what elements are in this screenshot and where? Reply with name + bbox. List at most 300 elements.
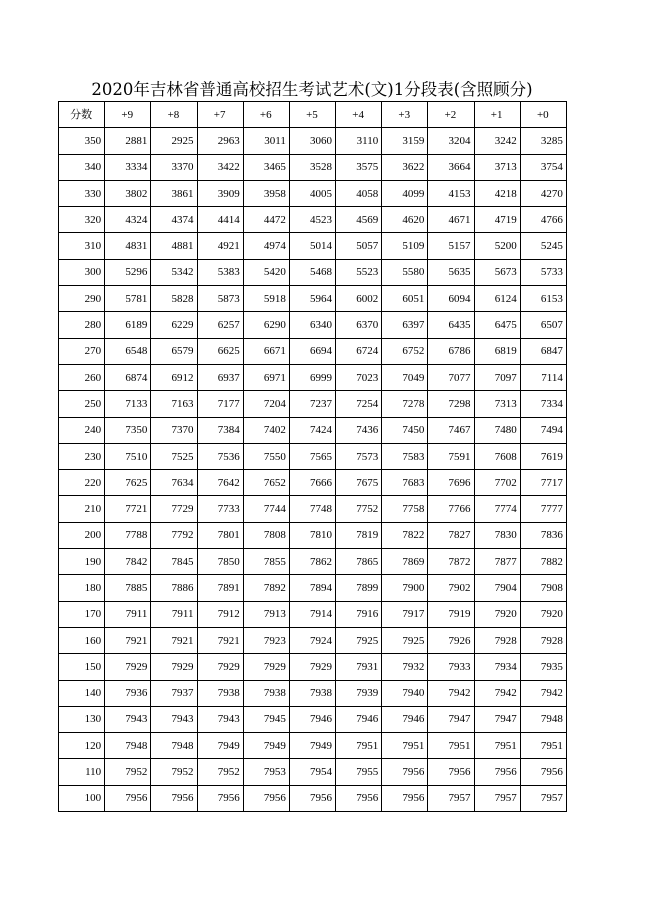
cumulative-count-cell: 7911 [151, 601, 197, 627]
cumulative-count-cell: 5157 [428, 233, 474, 259]
cumulative-count-cell: 3802 [105, 180, 151, 206]
cumulative-count-cell: 7450 [382, 417, 428, 443]
cumulative-count-cell: 7904 [474, 575, 520, 601]
cumulative-count-cell: 5635 [428, 259, 474, 285]
cumulative-count-cell: 6153 [520, 286, 566, 312]
cumulative-count-cell: 7872 [428, 549, 474, 575]
cumulative-count-cell: 7921 [105, 627, 151, 653]
cumulative-count-cell: 3664 [428, 154, 474, 180]
score-cell: 320 [59, 207, 105, 233]
column-header-offset: +9 [105, 102, 151, 128]
column-header-offset: +2 [428, 102, 474, 128]
cumulative-count-cell: 3334 [105, 154, 151, 180]
cumulative-count-cell: 7939 [336, 680, 382, 706]
column-header-score: 分数 [59, 102, 105, 128]
score-cell: 330 [59, 180, 105, 206]
cumulative-count-cell: 7855 [243, 549, 289, 575]
cumulative-count-cell: 7830 [474, 522, 520, 548]
cumulative-count-cell: 7313 [474, 391, 520, 417]
cumulative-count-cell: 7938 [197, 680, 243, 706]
column-header-offset: +4 [336, 102, 382, 128]
table-row [59, 601, 567, 627]
table-row [59, 312, 567, 338]
cumulative-count-cell: 3011 [243, 128, 289, 154]
cumulative-count-cell: 5200 [474, 233, 520, 259]
cumulative-count-cell: 7777 [520, 496, 566, 522]
cumulative-count-cell: 7350 [105, 417, 151, 443]
cumulative-count-cell: 7925 [336, 627, 382, 653]
cumulative-count-cell: 4881 [151, 233, 197, 259]
cumulative-count-cell: 7494 [520, 417, 566, 443]
cumulative-count-cell: 7949 [289, 733, 335, 759]
cumulative-count-cell: 7945 [243, 706, 289, 732]
cumulative-count-cell: 7948 [520, 706, 566, 732]
cumulative-count-cell: 7752 [336, 496, 382, 522]
cumulative-count-cell: 3861 [151, 180, 197, 206]
cumulative-count-cell: 7827 [428, 522, 474, 548]
cumulative-count-cell: 7334 [520, 391, 566, 417]
cumulative-count-cell: 6257 [197, 312, 243, 338]
cumulative-count-cell: 7947 [474, 706, 520, 732]
score-cell: 140 [59, 680, 105, 706]
cumulative-count-cell: 4620 [382, 207, 428, 233]
score-cell: 150 [59, 654, 105, 680]
cumulative-count-cell: 7928 [520, 627, 566, 653]
cumulative-count-cell: 2963 [197, 128, 243, 154]
column-header-offset: +7 [197, 102, 243, 128]
score-cell: 110 [59, 759, 105, 785]
cumulative-count-cell: 7133 [105, 391, 151, 417]
cumulative-count-cell: 7717 [520, 470, 566, 496]
cumulative-count-cell: 7929 [243, 654, 289, 680]
score-cell: 240 [59, 417, 105, 443]
cumulative-count-cell: 7819 [336, 522, 382, 548]
cumulative-count-cell: 7956 [151, 785, 197, 811]
cumulative-count-cell: 7902 [428, 575, 474, 601]
cumulative-count-cell: 6370 [336, 312, 382, 338]
cumulative-count-cell: 6397 [382, 312, 428, 338]
cumulative-count-cell: 7696 [428, 470, 474, 496]
cumulative-count-cell: 7666 [289, 470, 335, 496]
cumulative-count-cell: 7923 [243, 627, 289, 653]
cumulative-count-cell: 7766 [428, 496, 474, 522]
score-distribution-table [58, 101, 567, 812]
cumulative-count-cell: 7914 [289, 601, 335, 627]
cumulative-count-cell: 7702 [474, 470, 520, 496]
table-row [59, 654, 567, 680]
cumulative-count-cell: 7436 [336, 417, 382, 443]
cumulative-count-cell: 7956 [243, 785, 289, 811]
score-cell: 270 [59, 338, 105, 364]
cumulative-count-cell: 7675 [336, 470, 382, 496]
cumulative-count-cell: 5580 [382, 259, 428, 285]
cumulative-count-cell: 7951 [474, 733, 520, 759]
cumulative-count-cell: 7842 [105, 549, 151, 575]
cumulative-count-cell: 7424 [289, 417, 335, 443]
cumulative-count-cell: 7946 [336, 706, 382, 732]
table-row [59, 443, 567, 469]
cumulative-count-cell: 7957 [428, 785, 474, 811]
cumulative-count-cell: 7929 [105, 654, 151, 680]
cumulative-count-cell: 7929 [197, 654, 243, 680]
cumulative-count-cell: 7951 [382, 733, 428, 759]
column-header-offset: +6 [243, 102, 289, 128]
cumulative-count-cell: 5873 [197, 286, 243, 312]
cumulative-count-cell: 7733 [197, 496, 243, 522]
cumulative-count-cell: 7956 [197, 785, 243, 811]
page-title: 2020年吉林省普通高校招生考试艺术(文)1分段表(含照顾分) [91, 80, 533, 99]
cumulative-count-cell: 4270 [520, 180, 566, 206]
table-row [59, 233, 567, 259]
cumulative-count-cell: 7953 [243, 759, 289, 785]
table-body [59, 128, 567, 812]
cumulative-count-cell: 4671 [428, 207, 474, 233]
cumulative-count-cell: 7536 [197, 443, 243, 469]
table-row [59, 496, 567, 522]
cumulative-count-cell: 6051 [382, 286, 428, 312]
cumulative-count-cell: 6094 [428, 286, 474, 312]
score-cell: 300 [59, 259, 105, 285]
table-row [59, 785, 567, 811]
cumulative-count-cell: 7932 [382, 654, 428, 680]
cumulative-count-cell: 7278 [382, 391, 428, 417]
cumulative-count-cell: 4569 [336, 207, 382, 233]
cumulative-count-cell: 7952 [105, 759, 151, 785]
cumulative-count-cell: 4324 [105, 207, 151, 233]
cumulative-count-cell: 7625 [105, 470, 151, 496]
cumulative-count-cell: 7788 [105, 522, 151, 548]
cumulative-count-cell: 3528 [289, 154, 335, 180]
cumulative-count-cell: 4921 [197, 233, 243, 259]
cumulative-count-cell: 7951 [520, 733, 566, 759]
cumulative-count-cell: 4974 [243, 233, 289, 259]
cumulative-count-cell: 7940 [382, 680, 428, 706]
cumulative-count-cell: 7877 [474, 549, 520, 575]
column-header-offset: +3 [382, 102, 428, 128]
cumulative-count-cell: 7956 [382, 759, 428, 785]
table-row [59, 338, 567, 364]
cumulative-count-cell: 7402 [243, 417, 289, 443]
cumulative-count-cell: 4099 [382, 180, 428, 206]
cumulative-count-cell: 7510 [105, 443, 151, 469]
cumulative-count-cell: 2925 [151, 128, 197, 154]
cumulative-count-cell: 7862 [289, 549, 335, 575]
cumulative-count-cell: 7774 [474, 496, 520, 522]
cumulative-count-cell: 6752 [382, 338, 428, 364]
cumulative-count-cell: 7942 [520, 680, 566, 706]
cumulative-count-cell: 7049 [382, 364, 428, 390]
cumulative-count-cell: 2881 [105, 128, 151, 154]
cumulative-count-cell: 7801 [197, 522, 243, 548]
cumulative-count-cell: 7956 [428, 759, 474, 785]
cumulative-count-cell: 7955 [336, 759, 382, 785]
cumulative-count-cell: 7937 [151, 680, 197, 706]
cumulative-count-cell: 7949 [243, 733, 289, 759]
cumulative-count-cell: 7931 [336, 654, 382, 680]
cumulative-count-cell: 7899 [336, 575, 382, 601]
cumulative-count-cell: 7619 [520, 443, 566, 469]
cumulative-count-cell: 7865 [336, 549, 382, 575]
score-cell: 160 [59, 627, 105, 653]
table-row [59, 470, 567, 496]
cumulative-count-cell: 7721 [105, 496, 151, 522]
cumulative-count-cell: 7912 [197, 601, 243, 627]
cumulative-count-cell: 3110 [336, 128, 382, 154]
cumulative-count-cell: 7370 [151, 417, 197, 443]
score-cell: 190 [59, 549, 105, 575]
table-row [59, 706, 567, 732]
cumulative-count-cell: 7683 [382, 470, 428, 496]
cumulative-count-cell: 6229 [151, 312, 197, 338]
cumulative-count-cell: 4005 [289, 180, 335, 206]
score-cell: 200 [59, 522, 105, 548]
cumulative-count-cell: 7177 [197, 391, 243, 417]
cumulative-count-cell: 3958 [243, 180, 289, 206]
table-row [59, 522, 567, 548]
cumulative-count-cell: 7237 [289, 391, 335, 417]
cumulative-count-cell: 7952 [197, 759, 243, 785]
cumulative-count-cell: 3754 [520, 154, 566, 180]
cumulative-count-cell: 7744 [243, 496, 289, 522]
cumulative-count-cell: 7949 [197, 733, 243, 759]
cumulative-count-cell: 6002 [336, 286, 382, 312]
table-row [59, 627, 567, 653]
cumulative-count-cell: 3422 [197, 154, 243, 180]
cumulative-count-cell: 7808 [243, 522, 289, 548]
cumulative-count-cell: 7298 [428, 391, 474, 417]
cumulative-count-cell: 6548 [105, 338, 151, 364]
table-row [59, 180, 567, 206]
cumulative-count-cell: 7942 [474, 680, 520, 706]
cumulative-count-cell: 6971 [243, 364, 289, 390]
cumulative-count-cell: 7946 [382, 706, 428, 732]
cumulative-count-cell: 7525 [151, 443, 197, 469]
score-cell: 130 [59, 706, 105, 732]
cumulative-count-cell: 6937 [197, 364, 243, 390]
table-row [59, 259, 567, 285]
cumulative-count-cell: 5109 [382, 233, 428, 259]
cumulative-count-cell: 7254 [336, 391, 382, 417]
cumulative-count-cell: 7652 [243, 470, 289, 496]
cumulative-count-cell: 3159 [382, 128, 428, 154]
cumulative-count-cell: 7928 [474, 627, 520, 653]
score-cell: 180 [59, 575, 105, 601]
cumulative-count-cell: 7583 [382, 443, 428, 469]
cumulative-count-cell: 7163 [151, 391, 197, 417]
cumulative-count-cell: 7948 [105, 733, 151, 759]
cumulative-count-cell: 6340 [289, 312, 335, 338]
cumulative-count-cell: 3465 [243, 154, 289, 180]
column-header-offset: +5 [289, 102, 335, 128]
cumulative-count-cell: 7885 [105, 575, 151, 601]
cumulative-count-cell: 4831 [105, 233, 151, 259]
cumulative-count-cell: 3285 [520, 128, 566, 154]
cumulative-count-cell: 7384 [197, 417, 243, 443]
cumulative-count-cell: 7850 [197, 549, 243, 575]
cumulative-count-cell: 6435 [428, 312, 474, 338]
cumulative-count-cell: 7956 [105, 785, 151, 811]
cumulative-count-cell: 4523 [289, 207, 335, 233]
table-row [59, 417, 567, 443]
cumulative-count-cell: 6912 [151, 364, 197, 390]
cumulative-count-cell: 6724 [336, 338, 382, 364]
score-cell: 250 [59, 391, 105, 417]
cumulative-count-cell: 7822 [382, 522, 428, 548]
cumulative-count-cell: 7886 [151, 575, 197, 601]
cumulative-count-cell: 4766 [520, 207, 566, 233]
cumulative-count-cell: 7951 [428, 733, 474, 759]
cumulative-count-cell: 3060 [289, 128, 335, 154]
cumulative-count-cell: 7956 [336, 785, 382, 811]
cumulative-count-cell: 7921 [197, 627, 243, 653]
cumulative-count-cell: 4374 [151, 207, 197, 233]
cumulative-count-cell: 7642 [197, 470, 243, 496]
cumulative-count-cell: 7810 [289, 522, 335, 548]
cumulative-count-cell: 6694 [289, 338, 335, 364]
cumulative-count-cell: 7097 [474, 364, 520, 390]
cumulative-count-cell: 7908 [520, 575, 566, 601]
table-row [59, 207, 567, 233]
cumulative-count-cell: 5383 [197, 259, 243, 285]
cumulative-count-cell: 7926 [428, 627, 474, 653]
cumulative-count-cell: 7924 [289, 627, 335, 653]
cumulative-count-cell: 7952 [151, 759, 197, 785]
table-row [59, 733, 567, 759]
cumulative-count-cell: 7956 [382, 785, 428, 811]
cumulative-count-cell: 4058 [336, 180, 382, 206]
cumulative-count-cell: 7869 [382, 549, 428, 575]
cumulative-count-cell: 7748 [289, 496, 335, 522]
cumulative-count-cell: 7942 [428, 680, 474, 706]
cumulative-count-cell: 7934 [474, 654, 520, 680]
cumulative-count-cell: 7954 [289, 759, 335, 785]
cumulative-count-cell: 6999 [289, 364, 335, 390]
column-header-offset: +0 [520, 102, 566, 128]
cumulative-count-cell: 7591 [428, 443, 474, 469]
cumulative-count-cell: 5420 [243, 259, 289, 285]
cumulative-count-cell: 5964 [289, 286, 335, 312]
cumulative-count-cell: 7938 [289, 680, 335, 706]
cumulative-count-cell: 4719 [474, 207, 520, 233]
cumulative-count-cell: 7920 [474, 601, 520, 627]
score-cell: 340 [59, 154, 105, 180]
cumulative-count-cell: 7729 [151, 496, 197, 522]
cumulative-count-cell: 5342 [151, 259, 197, 285]
cumulative-count-cell: 7467 [428, 417, 474, 443]
cumulative-count-cell: 7758 [382, 496, 428, 522]
cumulative-count-cell: 7573 [336, 443, 382, 469]
cumulative-count-cell: 3909 [197, 180, 243, 206]
cumulative-count-cell: 6671 [243, 338, 289, 364]
score-cell: 220 [59, 470, 105, 496]
cumulative-count-cell: 7845 [151, 549, 197, 575]
cumulative-count-cell: 7911 [105, 601, 151, 627]
column-header-offset: +8 [151, 102, 197, 128]
score-cell: 100 [59, 785, 105, 811]
cumulative-count-cell: 7956 [474, 759, 520, 785]
cumulative-count-cell: 7894 [289, 575, 335, 601]
cumulative-count-cell: 7892 [243, 575, 289, 601]
cumulative-count-cell: 7565 [289, 443, 335, 469]
cumulative-count-cell: 5781 [105, 286, 151, 312]
cumulative-count-cell: 5245 [520, 233, 566, 259]
cumulative-count-cell: 4153 [428, 180, 474, 206]
cumulative-count-cell: 7836 [520, 522, 566, 548]
cumulative-count-cell: 5468 [289, 259, 335, 285]
cumulative-count-cell: 5057 [336, 233, 382, 259]
cumulative-count-cell: 4218 [474, 180, 520, 206]
cumulative-count-cell: 7480 [474, 417, 520, 443]
cumulative-count-cell: 7951 [336, 733, 382, 759]
cumulative-count-cell: 7943 [105, 706, 151, 732]
cumulative-count-cell: 3622 [382, 154, 428, 180]
cumulative-count-cell: 7077 [428, 364, 474, 390]
cumulative-count-cell: 7917 [382, 601, 428, 627]
cumulative-count-cell: 4414 [197, 207, 243, 233]
score-cell: 210 [59, 496, 105, 522]
score-cell: 290 [59, 286, 105, 312]
cumulative-count-cell: 7891 [197, 575, 243, 601]
table-row [59, 128, 567, 154]
cumulative-count-cell: 5733 [520, 259, 566, 285]
cumulative-count-cell: 7956 [289, 785, 335, 811]
cumulative-count-cell: 6189 [105, 312, 151, 338]
cumulative-count-cell: 5014 [289, 233, 335, 259]
cumulative-count-cell: 7882 [520, 549, 566, 575]
cumulative-count-cell: 5673 [474, 259, 520, 285]
cumulative-count-cell: 5918 [243, 286, 289, 312]
cumulative-count-cell: 7925 [382, 627, 428, 653]
cumulative-count-cell: 7929 [289, 654, 335, 680]
cumulative-count-cell: 7792 [151, 522, 197, 548]
cumulative-count-cell: 7943 [151, 706, 197, 732]
score-cell: 230 [59, 443, 105, 469]
cumulative-count-cell: 7913 [243, 601, 289, 627]
cumulative-count-cell: 7938 [243, 680, 289, 706]
table-row [59, 575, 567, 601]
cumulative-count-cell: 3370 [151, 154, 197, 180]
table-row [59, 286, 567, 312]
cumulative-count-cell: 7204 [243, 391, 289, 417]
cumulative-count-cell: 6874 [105, 364, 151, 390]
score-cell: 170 [59, 601, 105, 627]
cumulative-count-cell: 7957 [520, 785, 566, 811]
cumulative-count-cell: 6290 [243, 312, 289, 338]
cumulative-count-cell: 7933 [428, 654, 474, 680]
table-row [59, 759, 567, 785]
cumulative-count-cell: 7929 [151, 654, 197, 680]
table-row [59, 154, 567, 180]
table-row [59, 549, 567, 575]
table-row [59, 680, 567, 706]
table-header-row [59, 102, 567, 128]
cumulative-count-cell: 7947 [428, 706, 474, 732]
cumulative-count-cell: 3204 [428, 128, 474, 154]
cumulative-count-cell: 7900 [382, 575, 428, 601]
cumulative-count-cell: 6579 [151, 338, 197, 364]
cumulative-count-cell: 7946 [289, 706, 335, 732]
cumulative-count-cell: 7634 [151, 470, 197, 496]
score-cell: 280 [59, 312, 105, 338]
cumulative-count-cell: 7936 [105, 680, 151, 706]
cumulative-count-cell: 6625 [197, 338, 243, 364]
cumulative-count-cell: 7943 [197, 706, 243, 732]
column-header-offset: +1 [474, 102, 520, 128]
cumulative-count-cell: 6124 [474, 286, 520, 312]
cumulative-count-cell: 3575 [336, 154, 382, 180]
cumulative-count-cell: 6507 [520, 312, 566, 338]
score-cell: 310 [59, 233, 105, 259]
